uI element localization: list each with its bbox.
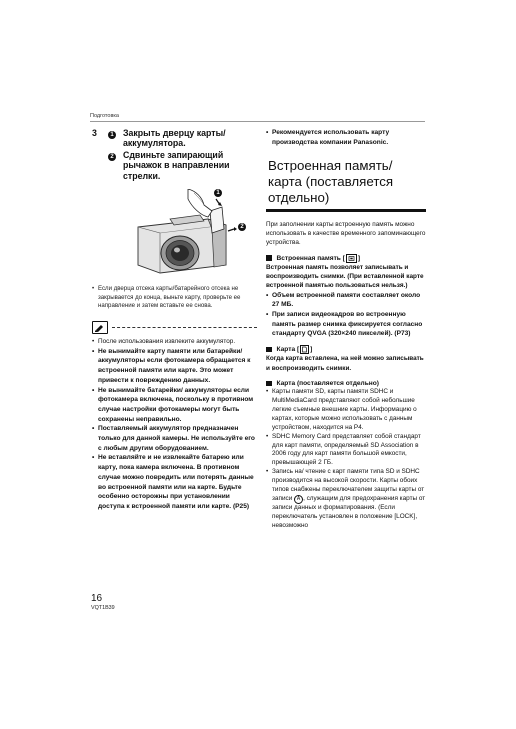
memo-item: • Не вынимайте батарейки/ аккумуляторы если фотокамера включена, поскольку в противном случае настройки фотокамеры могут быть сохранены неправильно. [92,386,257,425]
recommend-item: • Рекомендуется использовать карту производства компании Panasonic. [266,128,426,147]
card-item: • Карты памяти SD, карты памяти SDHC и MultiMediaCard представляют собой небольшие легкие съемные внешние карты. Информацию о картах, которые можно использовать с данным устройством, находится на P4. [266,388,426,433]
intro-paragraph: При заполнении карты встроенную память можно использовать в качестве временного запоминающего устройства. [266,220,426,247]
header-rule [90,121,425,122]
figure-callout-2: 2 [238,223,246,231]
section-heading: Встроенная память/ карта (поставляется отдельно) [268,158,394,206]
card-item: • Запись на/ чтение с карт памяти типа SD и SDHC производится на высокой скорости. Карты обоих типов снабжены переключателем защиты карты от записи A , служащим для предохранения карты от записи данных и форматирования. (Если переключатель установлен в положение [LOCK], невозможно [266,468,426,530]
section-square [266,381,272,387]
internal-memory-title: Встроенная память [ ] [266,254,426,263]
card-list [266,388,426,531]
step-3-part-2 [92,150,257,181]
recommend-list [266,128,426,147]
card-icon [300,345,309,354]
memo-item: • Не вставляйте и не извлекайте батарею или карту, пока камера включена. В противном случае можно повредить или потерять данные во встроенной памяти или на карте. Будьте особенно осторожны при установлении доступа к встроенной памяти или карте. (P25) [92,453,257,511]
internal-memory-desc: Встроенная память позволяет записывать и воспроизводить снимки. (При вставленной карте встроенной памятью пользоваться нельзя.) [266,263,424,290]
section-square [266,347,272,353]
internal-memory-item: • При записи видеокадров во встроенную память размер снимка фиксируется согласно стандарту QVGA (320×240 пикселей). (P73) [266,310,426,339]
card-title: Карта [ ] [266,345,426,354]
left-column [92,128,257,512]
camera-illustration [130,189,250,277]
internal-memory-icon [346,254,357,263]
internal-memory-list [266,291,426,340]
memo-item: • После использования извлеките аккумулятор. [92,338,257,347]
memo-item: • Поставляемый аккумулятор предназначен только для данной камеры. Не используйте его с любым другим оборудованием. [92,424,257,453]
figure-callout-1: 1 [214,189,222,197]
card-separate-title: Карта (поставляется отдельно) [266,379,426,388]
section-header: Подготовка [90,113,119,119]
section-square [266,255,272,261]
step1-text: Закрыть дверцу карты/ аккумулятора. [123,128,226,149]
memo-list [92,338,257,512]
step-number: 3 [92,128,97,138]
step-3-part-1 [92,128,257,149]
memo-header [92,321,257,334]
memo-item: • Не вынимайте карту памяти или батарейки/аккумуляторы если фотокамера обращается к встроенной памяти или карте. Это может привести к повреждению данных. [92,347,257,386]
memo-icon [92,321,108,334]
step-marker-2: 2 [108,153,116,161]
step2-text: Сдвиньте запирающий рычажок в направлении стрелки. [123,149,230,181]
page-number: 16 [91,593,103,604]
heading-rule [266,209,426,212]
door-note [92,285,257,311]
card-desc: Когда карта вставлена, на ней можно записывать и воспроизводить снимки. [266,355,424,372]
step-marker-1: 1 [108,131,116,139]
card-item: • SDHC Memory Card представляет собой стандарт для карт памяти, определяемый SD Association в 2006 году для карт памяти большой емкости, превышающей 2 ГБ. [266,433,426,469]
memo-divider [112,327,257,328]
door-note-item: • Если дверца отсека карты/батарейного отсека не закрывается до конца, выньте карту, проверьте ее направление и затем вставьте ее снова. [92,285,257,311]
document-code: VQT1B39 [91,605,115,611]
write-protect-marker: A [294,495,303,504]
right-column [266,128,426,531]
internal-memory-item: • Объем встроенной памяти составляет около 27 МБ. [266,291,426,310]
